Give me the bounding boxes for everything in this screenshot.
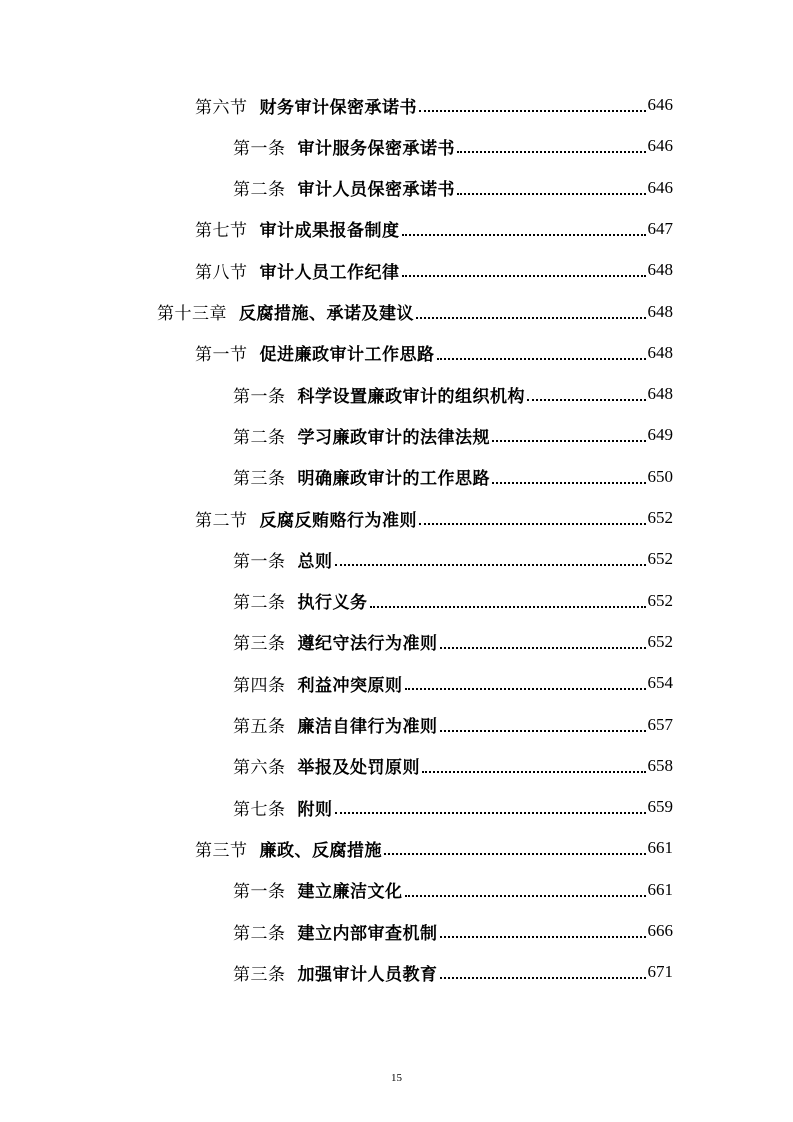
toc-entry-label: 第四条	[233, 675, 286, 696]
toc-entry[interactable]	[233, 173, 673, 203]
toc-entry-page: 648	[647, 260, 673, 280]
toc-entry-label: 第六条	[233, 758, 286, 779]
toc-entry-label: 第一条	[233, 882, 286, 903]
toc-entry-title: 反腐反贿赂行为准则	[259, 510, 417, 531]
dot-leader	[416, 317, 646, 319]
dot-leader	[492, 440, 646, 442]
toc-entry-page: 648	[647, 384, 673, 404]
dot-leader	[405, 895, 646, 897]
toc-entry-title: 审计人员保密承诺书	[297, 180, 455, 201]
toc-entry-title: 总则	[297, 551, 333, 572]
toc-entry-label: 第三条	[233, 469, 286, 490]
toc-entry-page: 657	[647, 714, 673, 734]
toc-entry-label: 第十三章	[157, 304, 227, 324]
toc-entry-page: 652	[647, 590, 673, 610]
toc-entry[interactable]	[233, 131, 673, 161]
toc-entry-page: 646	[647, 177, 673, 197]
toc-entry[interactable]	[233, 627, 673, 657]
toc-entry-label: 第二条	[233, 593, 286, 614]
toc-entry-title: 廉洁自律行为准则	[297, 717, 438, 737]
toc-entry-title: 学习廉政审计的法律法规	[297, 427, 490, 448]
toc-entry[interactable]	[195, 503, 673, 533]
toc-entry[interactable]	[233, 462, 673, 492]
toc-entry-label: 第一条	[233, 551, 286, 572]
dot-leader	[384, 853, 646, 855]
dot-leader	[370, 606, 646, 608]
toc-entry[interactable]	[195, 90, 673, 120]
toc-entry-title: 反腐措施、承诺及建议	[239, 304, 414, 324]
dot-leader	[405, 688, 646, 690]
toc-entry-title: 廉政、反腐措施	[259, 840, 382, 861]
toc-entry-page: 648	[647, 301, 673, 321]
toc-entry-title: 利益冲突原则	[297, 675, 403, 696]
dot-leader	[422, 771, 646, 773]
toc-entry-page: 650	[647, 466, 673, 486]
dot-leader	[402, 234, 646, 236]
toc-entry-title: 明确廉政审计的工作思路	[297, 469, 490, 490]
toc-entry[interactable]	[233, 379, 673, 409]
toc-entry-title: 执行义务	[297, 593, 368, 614]
toc-entry[interactable]	[233, 957, 673, 987]
toc-entry-title: 审计服务保密承诺书	[297, 138, 455, 159]
toc-entry[interactable]	[233, 875, 673, 905]
toc-entry[interactable]	[195, 214, 673, 244]
dot-leader	[457, 151, 646, 153]
toc-entry[interactable]	[195, 833, 673, 863]
dot-leader	[440, 977, 646, 979]
toc-entry-title: 财务审计保密承诺书	[259, 97, 417, 118]
toc-entry-page: 666	[647, 921, 673, 940]
toc-entry-label: 第七节	[195, 221, 248, 242]
toc-entry-label: 第八节	[195, 262, 248, 283]
page-number: 15	[391, 1072, 402, 1084]
toc-entry[interactable]	[233, 586, 673, 616]
dot-leader	[440, 936, 646, 938]
dot-leader	[419, 110, 646, 112]
dot-leader	[457, 193, 646, 195]
toc-entry-page: 661	[647, 838, 673, 858]
toc-entry-label: 第一节	[195, 345, 248, 366]
toc-entry-page: 652	[647, 508, 673, 527]
toc-entry-label: 第三条	[233, 964, 286, 985]
toc-entry-page: 659	[647, 797, 673, 817]
table-of-contents	[0, 90, 793, 1040]
toc-entry-label: 第三节	[195, 840, 248, 861]
toc-entry-label: 第七条	[233, 799, 286, 820]
toc-entry-title: 遵纪守法行为准则	[297, 634, 438, 655]
toc-entry-label: 第二节	[195, 510, 248, 531]
toc-entry-title: 建立内部审查机制	[297, 923, 438, 944]
toc-entry[interactable]	[233, 710, 673, 740]
toc-entry[interactable]	[195, 255, 673, 285]
toc-entry-label: 第三条	[233, 634, 286, 655]
dot-leader	[335, 564, 646, 566]
toc-entry-label: 第二条	[233, 427, 286, 448]
toc-entry-page: 652	[647, 631, 673, 651]
toc-entry-label: 第二条	[233, 923, 286, 944]
toc-entry-title: 举报及处罚原则	[297, 758, 420, 779]
toc-entry-title: 审计人员工作纪律	[259, 262, 400, 283]
dot-leader	[492, 482, 646, 484]
toc-entry-label: 第二条	[233, 180, 286, 201]
toc-entry-page: 649	[647, 425, 673, 445]
toc-entry-page: 648	[647, 342, 673, 362]
toc-entry-label: 第一条	[233, 386, 286, 407]
toc-entry-page: 671	[647, 962, 673, 982]
toc-entry-page: 652	[647, 549, 673, 569]
toc-entry-title: 建立廉洁文化	[297, 882, 403, 903]
toc-entry-page: 661	[647, 879, 673, 899]
toc-entry[interactable]	[233, 792, 673, 822]
toc-entry-label: 第六节	[195, 97, 248, 118]
toc-entry-label: 第五条	[233, 717, 286, 737]
toc-entry[interactable]	[157, 297, 673, 327]
toc-entry-page: 658	[647, 755, 673, 775]
dot-leader	[440, 647, 646, 649]
toc-entry-page: 646	[647, 136, 673, 156]
toc-entry-title: 加强审计人员教育	[297, 964, 438, 985]
toc-entry-title: 促进廉政审计工作思路	[259, 345, 435, 366]
toc-entry-page: 654	[647, 673, 673, 693]
toc-entry[interactable]	[233, 420, 673, 450]
dot-leader	[437, 358, 646, 360]
toc-entry[interactable]	[233, 544, 673, 574]
dot-leader	[402, 275, 646, 277]
toc-entry[interactable]	[233, 916, 673, 946]
dot-leader	[440, 730, 646, 732]
dot-leader	[527, 399, 646, 401]
dot-leader	[335, 812, 646, 814]
toc-entry-title: 科学设置廉政审计的组织机构	[297, 386, 525, 407]
toc-entry[interactable]	[233, 751, 673, 781]
toc-entry-title: 附则	[297, 799, 333, 820]
toc-entry[interactable]	[233, 668, 673, 698]
dot-leader	[419, 523, 646, 525]
toc-entry[interactable]	[195, 338, 673, 368]
toc-entry-page: 647	[647, 218, 673, 238]
toc-entry-label: 第一条	[233, 138, 286, 159]
toc-entry-title: 审计成果报备制度	[259, 221, 400, 242]
toc-entry-page: 646	[647, 95, 673, 114]
